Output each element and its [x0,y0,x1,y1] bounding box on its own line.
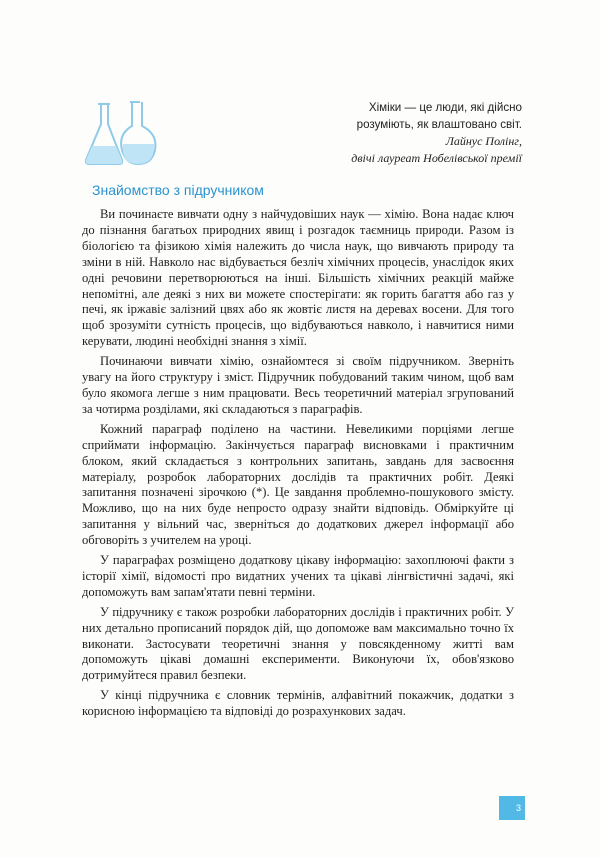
paragraph: У кінці підручника є словник термінів, алфавітний покажчик, додатки з корисною інформацією та відповіді до розрахункових задач. [82,688,514,719]
chemistry-flasks-icon [80,98,162,170]
epigraph-author: Лайнус Полінг, [445,134,522,148]
paragraph: Кожний параграф поділено на частини. Невеликими порціями легше сприймати інформацію. Закінчується параграф висновками і практичним блоком, який складається з контрольних запитань, завдань для засвоєння матеріалу, розробок лабораторних дослідів та практичних робіт. Деякі запитання позначені зірочкою (*). Це завдання проблемно-пошукового змісту. Можливо, що на них буде непросто одразу знайти відповідь. Обміркуйте ці запитання у вільний час, зверніться до додаткових джерел інформації або обговоріть з учителем на уроці. [82,421,514,548]
epigraph [222,99,522,167]
epigraph-author-title: двічі лауреат Нобелівської премії [351,151,522,165]
page-number: 3 [515,803,521,813]
epigraph-line: Хіміки — це люди, які дійсно [368,101,522,114]
page-number-tab [499,796,525,820]
section-title: Знайомство з підручником [92,182,264,198]
paragraph: Ви починаєте вивчати одну з найчудовіших наук — хімію. Вона надає ключ до пізнання багатьох природних явищ і розгадок таємниць природи. Разом із біологією та фізикою хімія належить до числа наук, що вивчають природу та зміни в ній. Навколо нас відбувається безліч хімічних процесів, унаслідок яких одні речовини перетворюються на інші. Більшість хімічних реакцій майже непомітні, але деякі з них ви можете спостерігати: як горить багаття або газ у печі, як іржавіє залізний цвях або як жовтіє листя на деревах восени. Для того щоб зрозуміти сутність процесів, що відбуваються навколо, і навчитися ними керувати, людині необхідні знання з хімії. [82,207,514,349]
paragraph: У параграфах розміщено додаткову цікаву інформацію: захоплюючі факти з історії хімії, відомості про видатних учених та цікаві лінгвістичні задачі, які допоможуть вам запам'ятати певні терміни. [82,553,514,599]
epigraph-line: розуміють, як влаштовано світ. [356,118,522,131]
body-text [82,207,514,724]
paragraph: У підручнику є також розробки лабораторних дослідів і практичних робіт. У них детально прописаний порядок дій, що допоможе вам максимально точно їх виконати. Застосувати теоретичні знання у повсякденному житті вам допоможуть цікаві домашні експерименти. Виконуючи їх, обов'язково дотримуйтеся правил безпеки. [82,604,514,683]
paragraph: Починаючи вивчати хімію, ознайомтеся зі своїм підручником. Зверніть увагу на його структуру і зміст. Підручник побудований таким чином, щоб вам було якомога легше з ним працювати. Весь теоретичний матеріал згрупований за чотирма розділами, які складаються з параграфів. [82,354,514,416]
